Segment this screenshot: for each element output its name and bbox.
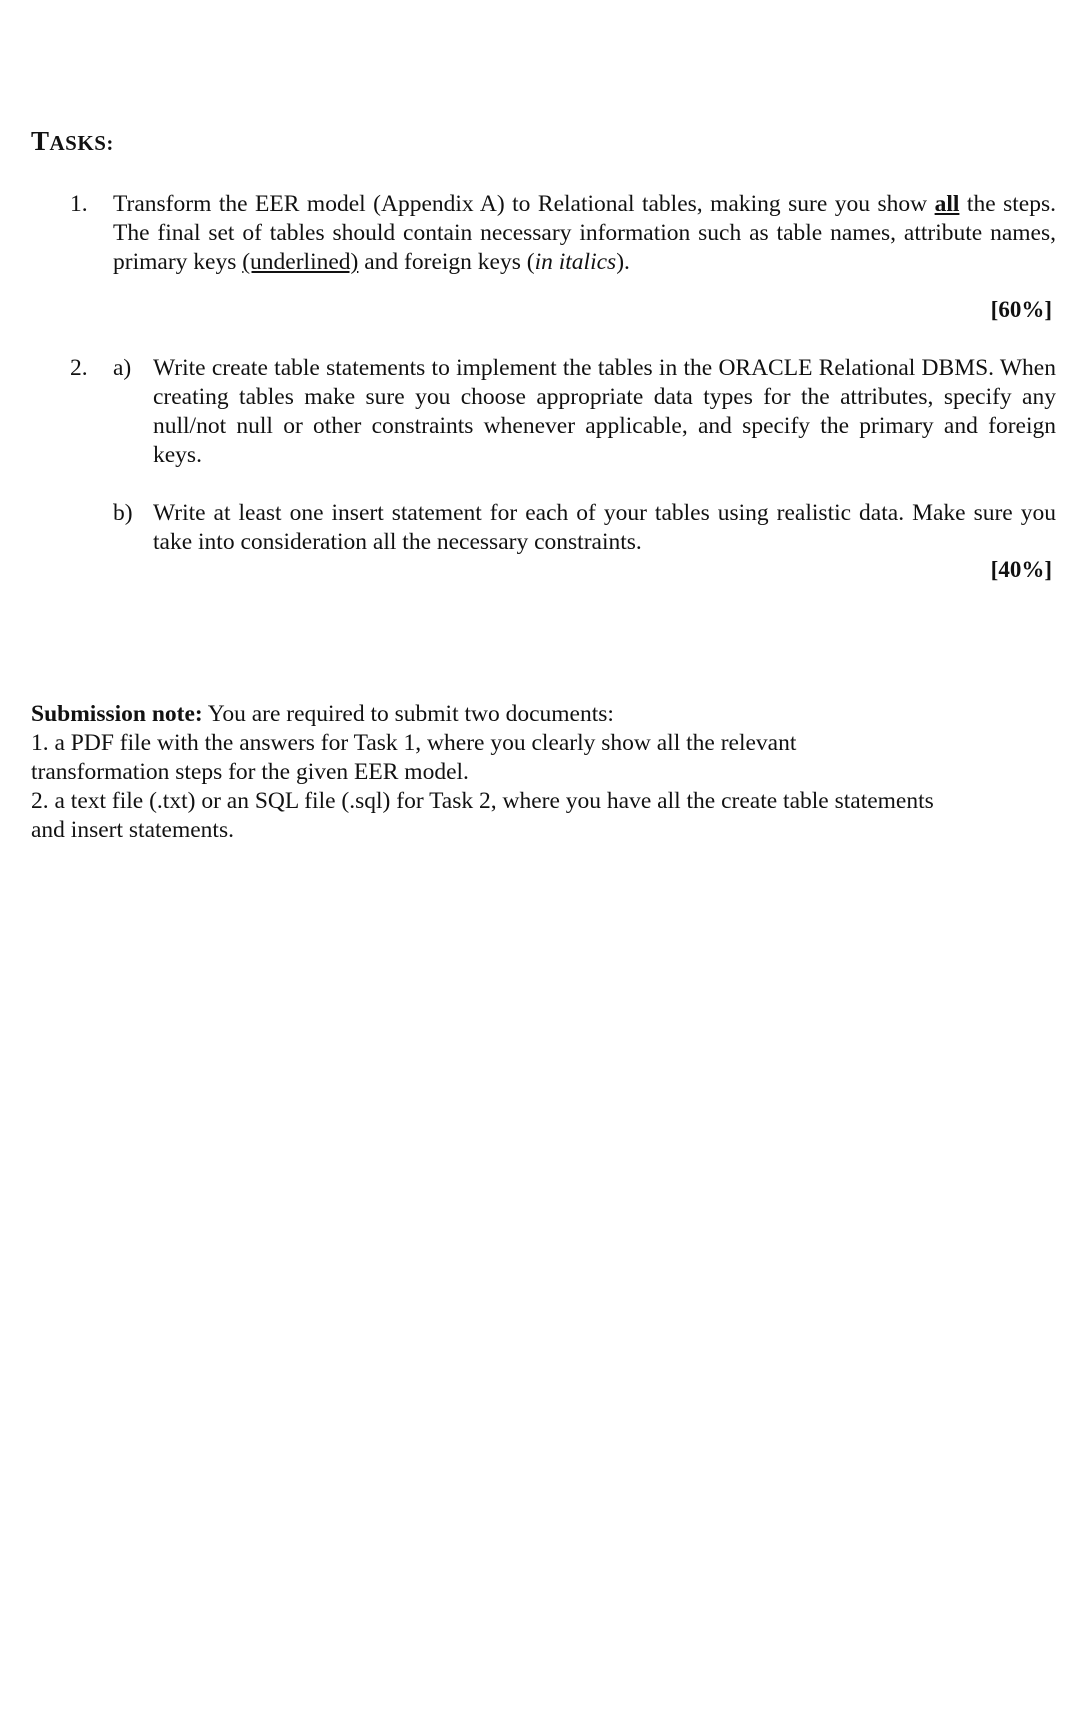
task1-text: [113, 190, 1056, 277]
submission-line-3: transformation steps for the given EER model.: [31, 759, 469, 785]
task1-underlined: (underlined): [242, 249, 359, 275]
task2a-text: Write create table statements to implement the tables in the ORACLE Relational DBMS. When creating tables make sure you choose appropriate data types for the attributes, specify any null/not null or other constraints whenever applicable, and specify the primary and foreign keys.: [153, 355, 1056, 468]
task1-italics: in italics: [534, 249, 617, 275]
task1-all-emphasis: all: [934, 191, 960, 217]
task2b-label: b): [113, 500, 133, 526]
heading-rest: ASKS:: [49, 131, 114, 155]
tasks-heading: [31, 126, 114, 157]
submission-note: [31, 700, 1031, 845]
task1-text-c: and foreign keys (: [358, 249, 535, 275]
submission-line1-text: You are required to submit two documents:: [202, 701, 614, 727]
task1-weight: [60%]: [990, 297, 1052, 322]
submission-line-2: 1. a PDF file with the answers for Task 1, where you clearly show all the relevant: [31, 730, 797, 756]
task1-text-b: the steps. The final set of tables should contain necessary information such as table names, attribute names, primary keys: [113, 191, 1056, 275]
task2b-text: Write at least one insert statement for each of your tables using realistic data. Make sure you take into consideration all the necessary constraints.: [153, 500, 1056, 555]
submission-line-1: [31, 700, 1031, 729]
task1-text-d: ).: [616, 249, 630, 275]
task1-text-a: Transform the EER model (Appendix A) to Relational tables, making sure you show: [113, 191, 935, 217]
task2a-label: a): [113, 355, 132, 381]
heading-initial: T: [31, 126, 50, 156]
submission-line-5: and insert statements.: [31, 817, 234, 843]
task1-number: 1.: [70, 191, 88, 217]
submission-label: Submission note:: [31, 701, 203, 727]
task2-weight: [40%]: [990, 557, 1052, 582]
submission-line-4: 2. a text file (.txt) or an SQL file (.sql) for Task 2, where you have all the create table statements: [31, 788, 934, 814]
task2-number: 2.: [70, 355, 88, 381]
